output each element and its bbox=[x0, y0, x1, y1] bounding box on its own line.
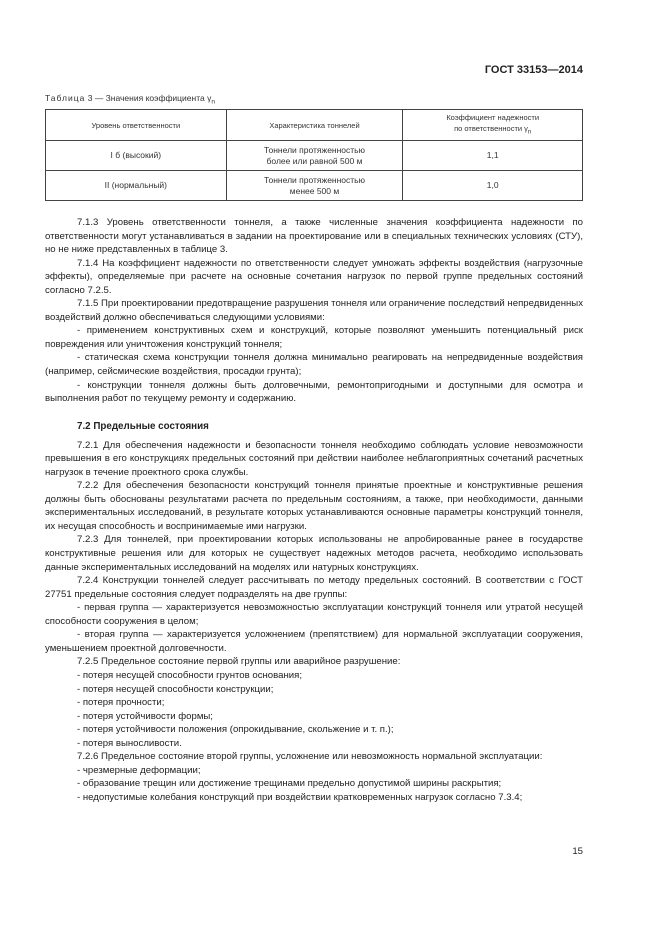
table-caption-subscript: n bbox=[211, 98, 215, 106]
cell-coefficient: 1,1 bbox=[403, 141, 583, 171]
cell-level: I б (высокий) bbox=[46, 141, 227, 171]
list-item: - потеря несущей способности конструкции; bbox=[77, 683, 274, 695]
paragraph-7-2-1: 7.2.1 Для обеспечения надежности и безопасности тоннеля необходимо соблюдать условие невозможности превышения в его конструкциях предельных состояний при действии наиболее неблагоприятных сочетаний расчетных нагрузок в течение проектного срока службы. bbox=[45, 439, 583, 478]
cell-char-line2: более или равной 500 м bbox=[266, 155, 363, 166]
list-item: - потеря выносливости. bbox=[77, 737, 182, 749]
header-tunnel-characteristic: Характеристика тоннелей bbox=[226, 110, 403, 141]
cell-level: II (нормальный) bbox=[46, 171, 227, 201]
table-caption bbox=[45, 93, 215, 106]
coefficient-table bbox=[45, 109, 583, 201]
table-header-row bbox=[46, 110, 583, 141]
table-caption-prefix: Таблица bbox=[45, 93, 86, 103]
header-coef-subscript: n bbox=[527, 129, 532, 136]
cell-coefficient: 1,0 bbox=[403, 171, 583, 201]
list-item: - первая группа — характеризуется невозможностью эксплуатации конструкций тоннеля или утратой несущей способности сооружения в целом; bbox=[45, 602, 583, 627]
paragraph-7-1-4: 7.1.4 На коэффициент надежности по ответственности следует умножать эффекты воздействия (нагрузочные эффекты), определяемые при расчете на основные сочетания нагрузок по первой группе предельных состояний согласно 7.2.5. bbox=[45, 257, 583, 296]
table-row bbox=[46, 141, 583, 171]
cell-char-line2: менее 500 м bbox=[289, 185, 340, 196]
paragraph-7-2-3: 7.2.3 Для тоннелей, при проектировании которых использованы не апробированные ранее в государстве конструктивные решения или для которых не существует надежных методов расчета, необходимо использовать данные экспериментальных исследований на моделях или натурных конструкциях. bbox=[45, 534, 583, 573]
list-item: - применением конструктивных схем и конструкций, которые позволяют уменьшить потенциальный риск повреждения или уничтожения конструкций тоннеля; bbox=[45, 325, 583, 350]
header-reliability-coefficient bbox=[403, 110, 583, 141]
paragraph-7-1-5: 7.1.5 При проектировании предотвращение разрушения тоннеля или ограничение последствий непредвиденных воздействий должно обеспечиваться следующими условиями: bbox=[45, 298, 583, 323]
page-number: 15 bbox=[572, 846, 583, 857]
paragraph-7-1-3: 7.1.3 Уровень ответственности тоннеля, а также численные значения коэффициента надежности по ответственности могут устанавливаться в задании на проектирование или в специальных технических условиях (СТУ), но не ниже представленных в таблице 3. bbox=[45, 217, 583, 256]
paragraph-7-2-4: 7.2.4 Конструкции тоннелей следует рассчитывать по методу предельных состояний. В соответствии с ГОСТ 27751 предельные состояния следует подразделять на две группы: bbox=[45, 575, 583, 600]
paragraph-7-2-5: 7.2.5 Предельное состояние первой группы или аварийное разрушение: bbox=[77, 656, 401, 668]
header-coef-line2: по ответственности γ bbox=[454, 123, 528, 133]
list-item: - потеря прочности; bbox=[77, 697, 165, 709]
list-item: - вторая группа — характеризуется усложнением (препятствием) для нормальной эксплуатации сооружения, уменьшением проектной долговечности. bbox=[45, 629, 583, 654]
document-body bbox=[45, 216, 583, 804]
list-item: - конструкции тоннеля должны быть долговечными, ремонтопригодными и доступными для осмотра и выполнения работ по текущему ремонту и содержанию. bbox=[45, 379, 583, 405]
table-caption-text: 3 — Значения коэффициента γ bbox=[85, 93, 212, 103]
standard-number: ГОСТ 33153—2014 bbox=[484, 64, 583, 76]
list-item: - образование трещин или достижение трещинами предельно допустимой ширины раскрытия; bbox=[77, 778, 502, 790]
header-responsibility-level: Уровень ответственности bbox=[46, 110, 227, 141]
cell-characteristic bbox=[226, 141, 403, 171]
cell-characteristic bbox=[226, 171, 403, 201]
section-heading-7-2: 7.2 Предельные состояния bbox=[77, 420, 209, 432]
list-item: - чрезмерные деформации; bbox=[77, 764, 201, 776]
paragraph-7-2-2: 7.2.2 Для обеспечения безопасности конструкций тоннеля принятые проектные и конструктивные решения должны быть обоснованы результатами расчета по предельным состояниям, а также, при необходимости, данными экспериментальных исследований, в результате которых устанавливаются основные параметры конструкций тоннеля, их несущая способность и воспринимаемые ими нагрузки. bbox=[45, 480, 583, 532]
paragraph-7-2-6: 7.2.6 Предельное состояние второй группы, усложнение или невозможность нормальной эксплуатации: bbox=[77, 751, 543, 763]
list-item: - потеря устойчивости положения (опрокидывание, скольжение и т. п.); bbox=[77, 724, 394, 736]
cell-char-line1: Тоннели протяженностью bbox=[263, 174, 365, 185]
list-item: - недопустимые колебания конструкций при воздействии кратковременных нагрузок согласно 7.3.4; bbox=[77, 791, 523, 803]
list-item: - потеря несущей способности грунтов основания; bbox=[77, 669, 302, 681]
list-item: - потеря устойчивости формы; bbox=[77, 710, 213, 722]
list-item: - статическая схема конструкции тоннеля должна минимально реагировать на непредвиденные воздействия (например, сейсмические воздействия, просадки грунта); bbox=[45, 352, 583, 378]
cell-char-line1: Тоннели протяженностью bbox=[263, 144, 365, 155]
header-coef-line1: Коэффициент надежности bbox=[446, 112, 540, 122]
table-row bbox=[46, 171, 583, 201]
